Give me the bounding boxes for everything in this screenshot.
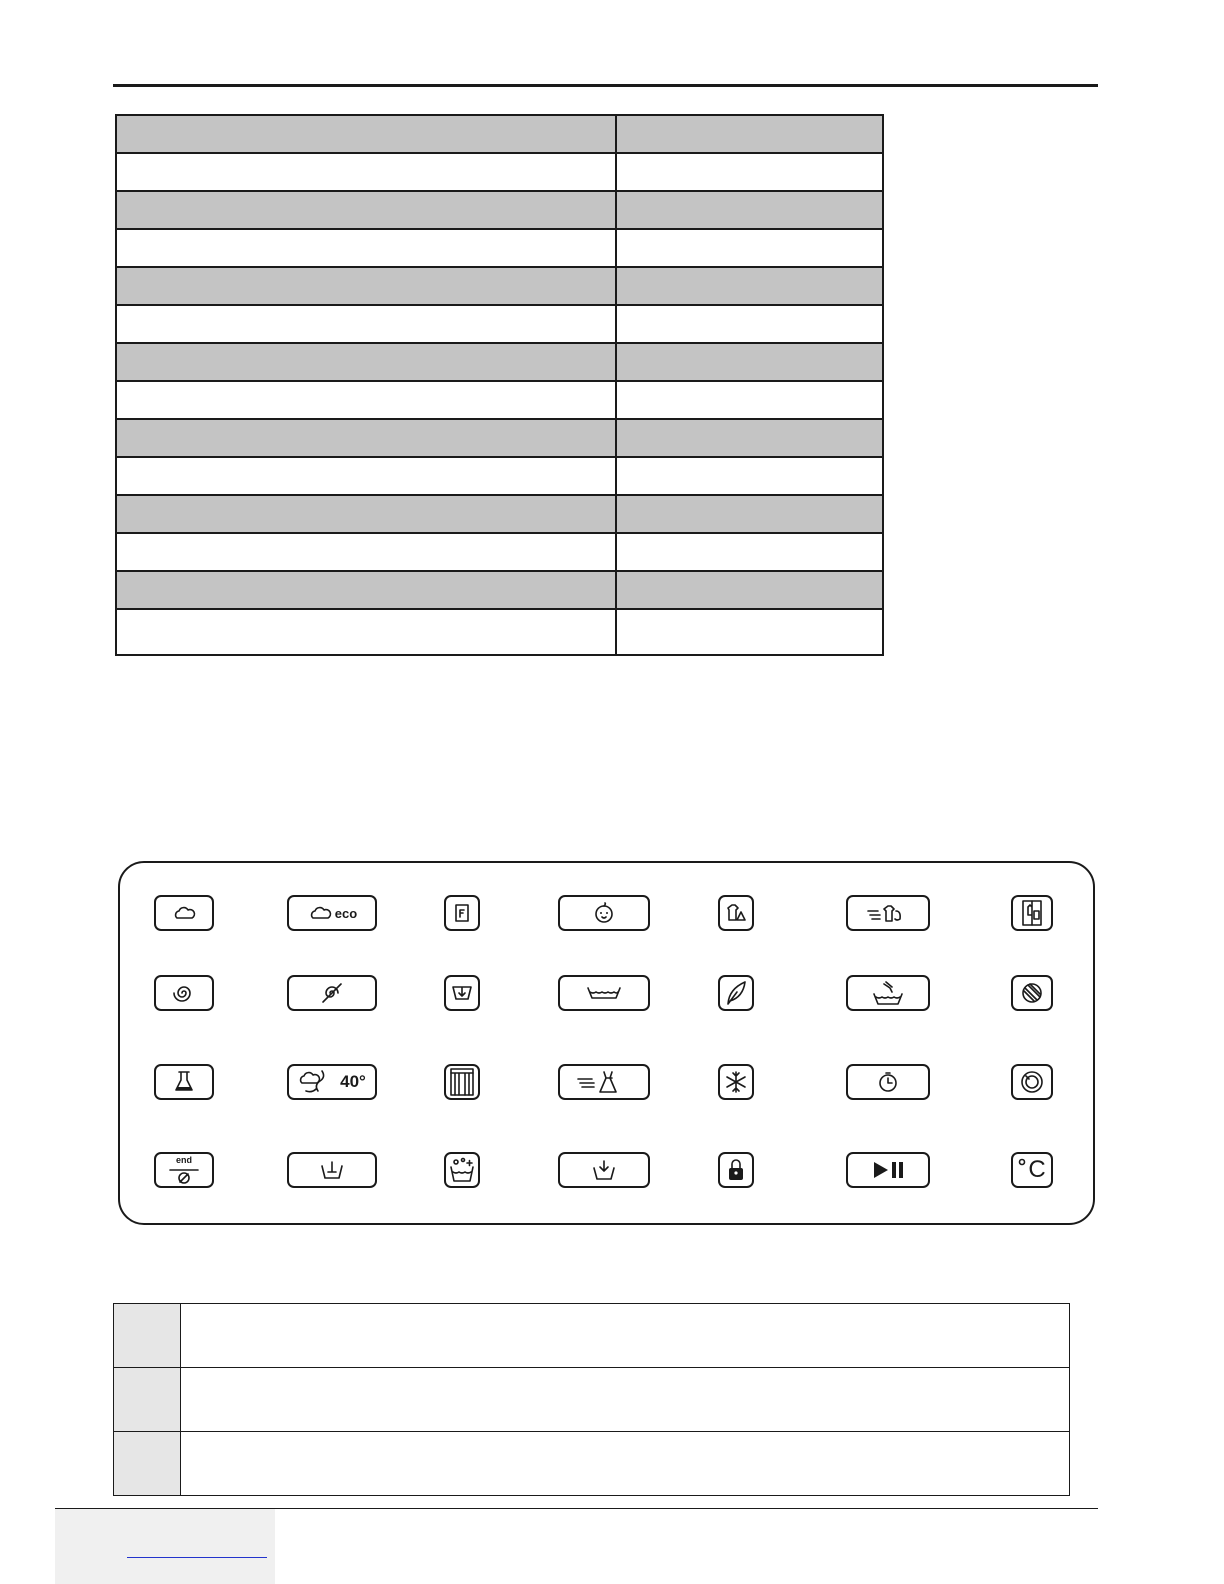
spec-label — [116, 115, 616, 153]
quick-dress-icon — [576, 1070, 632, 1094]
note-text — [181, 1304, 1070, 1368]
footer-link[interactable] — [127, 1557, 267, 1558]
note-label — [114, 1432, 181, 1496]
fast-wash-icon — [454, 903, 470, 923]
spec-row — [116, 305, 883, 343]
end-time-cancel-symbol — [154, 1152, 214, 1188]
spec-table — [115, 114, 884, 656]
spec-value — [616, 267, 883, 305]
delay-timer-icon — [876, 1070, 900, 1094]
spec-row — [116, 191, 883, 229]
spec-value — [616, 153, 883, 191]
spec-row — [116, 381, 883, 419]
cold-wash-symbol — [718, 1064, 754, 1100]
cotton-eco-icon — [307, 902, 357, 924]
spec-label — [116, 419, 616, 457]
drum-clean-icon — [1018, 1068, 1046, 1096]
spec-label — [116, 153, 616, 191]
footer-box — [55, 1509, 275, 1584]
quick-dress-symbol — [558, 1064, 650, 1100]
prewash-icon — [448, 1157, 476, 1183]
delay-timer-symbol — [846, 1064, 930, 1100]
spin-drain-symbol — [558, 1152, 650, 1188]
prewash-symbol — [444, 1152, 480, 1188]
end-time-cancel-icon — [166, 1155, 202, 1185]
spec-value — [616, 419, 883, 457]
note-label — [114, 1368, 181, 1432]
spec-label — [116, 381, 616, 419]
spec-value — [616, 533, 883, 571]
synthetics-icon — [173, 1070, 195, 1094]
curtains-icon — [448, 1067, 476, 1097]
spin-symbol — [154, 975, 214, 1011]
shirts-icon — [725, 902, 747, 924]
hand-wash-symbol — [846, 975, 930, 1011]
hand-wash-icon — [870, 980, 906, 1006]
spec-label — [116, 457, 616, 495]
drum-clean-symbol — [1011, 1064, 1053, 1100]
drain-icon — [451, 983, 473, 1003]
note-text — [181, 1368, 1070, 1432]
note-row — [114, 1368, 1070, 1432]
express-icon — [866, 903, 910, 923]
baby-care-symbol — [558, 895, 650, 931]
baby-care-icon — [592, 902, 616, 924]
end-label: end — [175, 1155, 192, 1165]
child-lock-symbol — [718, 1152, 754, 1188]
cotton-icon — [171, 902, 197, 924]
spec-label — [116, 533, 616, 571]
rinse-only-icon — [319, 1160, 345, 1180]
wardrobe-symbol — [1011, 895, 1053, 931]
eco-label: eco — [334, 905, 358, 921]
spec-value — [616, 381, 883, 419]
spec-row — [116, 343, 883, 381]
spec-value — [616, 609, 883, 655]
spec-row — [116, 229, 883, 267]
spec-value — [616, 229, 883, 267]
spec-row — [116, 571, 883, 609]
spec-label — [116, 267, 616, 305]
fast-wash-symbol — [444, 895, 480, 931]
cotton-eco-symbol — [287, 895, 377, 931]
wardrobe-icon — [1020, 899, 1044, 927]
notes-table — [113, 1303, 1070, 1496]
celsius-label: C — [1028, 1156, 1046, 1183]
top-rule — [113, 84, 1098, 87]
shirts-symbol — [718, 895, 754, 931]
spec-value — [616, 457, 883, 495]
spec-row — [116, 533, 883, 571]
spec-value — [616, 343, 883, 381]
no-spin-symbol — [287, 975, 377, 1011]
start-pause-icon — [871, 1160, 905, 1180]
synthetics-symbol — [154, 1064, 214, 1100]
note-label — [114, 1304, 181, 1368]
spec-label — [116, 191, 616, 229]
spec-label — [116, 343, 616, 381]
rinse-symbol — [558, 975, 650, 1011]
child-lock-icon — [727, 1158, 745, 1182]
note-text — [181, 1432, 1070, 1496]
spec-row — [116, 495, 883, 533]
control-panel-diagram — [118, 861, 1095, 1225]
spec-label — [116, 495, 616, 533]
spec-value — [616, 571, 883, 609]
temperature-symbol — [1011, 1152, 1053, 1188]
rinse-only-symbol — [287, 1152, 377, 1188]
rinse-icon — [584, 985, 624, 1001]
spec-value — [616, 191, 883, 229]
spec-label — [116, 305, 616, 343]
spec-row — [116, 153, 883, 191]
cold-wash-icon — [724, 1070, 748, 1094]
temperature-40-label: 40° — [340, 1072, 366, 1091]
spec-row — [116, 457, 883, 495]
wool-symbol — [1011, 975, 1053, 1011]
spec-value — [616, 115, 883, 153]
spec-label — [116, 229, 616, 267]
no-spin-icon — [319, 980, 345, 1006]
spec-row — [116, 609, 883, 655]
note-row — [114, 1304, 1070, 1368]
cotton-symbol — [154, 895, 214, 931]
start-pause-symbol — [846, 1152, 930, 1188]
wool-icon — [1019, 980, 1045, 1006]
cotton-40-icon — [298, 1069, 366, 1095]
spec-row — [116, 267, 883, 305]
curtains-symbol — [444, 1064, 480, 1100]
cotton-40-symbol — [287, 1064, 377, 1100]
note-row — [114, 1432, 1070, 1496]
spin-drain-icon — [591, 1159, 617, 1181]
delicates-icon — [723, 979, 749, 1007]
spec-row — [116, 419, 883, 457]
spec-label — [116, 571, 616, 609]
temperature-icon — [1018, 1156, 1045, 1184]
spec-value — [616, 305, 883, 343]
spin-icon — [172, 981, 196, 1005]
delicates-symbol — [718, 975, 754, 1011]
drain-symbol — [444, 975, 480, 1011]
spec-label — [116, 609, 616, 655]
express-symbol — [846, 895, 930, 931]
spec-row — [116, 115, 883, 153]
spec-value — [616, 495, 883, 533]
